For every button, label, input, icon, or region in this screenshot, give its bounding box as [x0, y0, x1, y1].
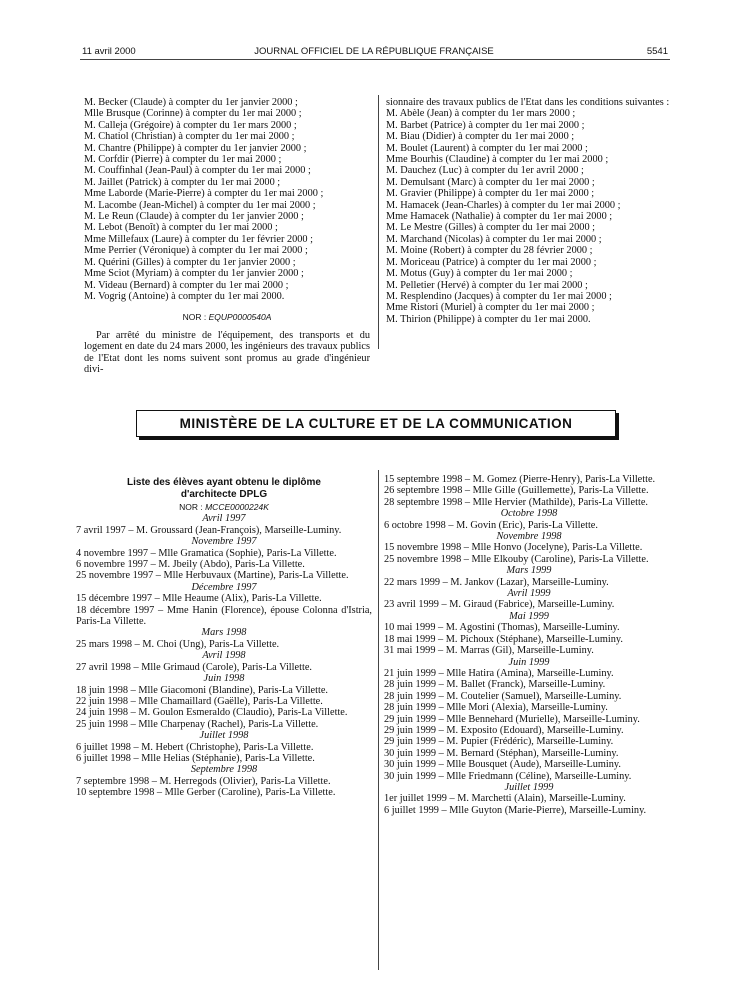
list-title-line2: d'architecte DPLG [180, 488, 268, 500]
promotion-item: M. Pelletier (Hervé) à compter du 1er mai 2000 ; [386, 279, 588, 291]
promotion-item: M. Lacombe (Jean-Michel) à compter du 1er mai 2000 ; [84, 199, 316, 211]
diploma-entry: 22 mars 1999 – M. Jankov (Lazar), Marseille-Luminy. [384, 576, 609, 588]
nor-label: NOR : [182, 312, 209, 323]
month-heading: Septembre 1998 [190, 764, 258, 776]
diploma-entry: 25 mars 1998 – M. Choi (Ung), Paris-La Villette. [76, 638, 280, 650]
column-divider-top [378, 95, 379, 349]
promotion-item: M. Calleja (Grégoire) à compter du 1er mars 2000 ; [84, 119, 297, 131]
month-heading: Novembre 1997 [191, 536, 257, 548]
month-heading: Mars 1998 [201, 627, 247, 639]
nor-line-culture [76, 502, 372, 513]
promotion-item: M. Chantre (Philippe) à compter du 1er janvier 2000 ; [84, 142, 307, 154]
diploma-list-right [384, 508, 674, 816]
promotion-item: Mme Ristori (Muriel) à compter du 1er mai 2000 ; [386, 302, 595, 314]
promotion-item: M. Vogrig (Antoine) à compter du 1er mai 2000. [84, 290, 285, 302]
ministry-title: MINISTÈRE DE LA CULTURE ET DE LA COMMUNICATION [179, 416, 573, 431]
promotion-list-b [386, 108, 672, 325]
promotion-item: M. Thirion (Philippe) à compter du 1er mai 2000. [386, 313, 591, 325]
diploma-entry: 30 juin 1999 – M. Bernard (Stéphan), Marseille-Luminy. [384, 747, 619, 759]
diploma-entry: 6 juillet 1998 – M. Hebert (Christophe), Paris-La Villette. [76, 741, 314, 753]
diploma-entry: 24 juin 1998 – M. Goulon Esmeraldo (Claudio), Paris-La Villette. [76, 707, 348, 719]
promotion-item: M. Le Mestre (Gilles) à compter du 1er mai 2000 ; [386, 222, 596, 234]
month-heading: Juin 1998 [203, 673, 245, 685]
promotion-item: M. Hamacek (Jean-Charles) à compter du 1er mai 2000 ; [386, 199, 621, 211]
diploma-list-continuation [384, 474, 674, 508]
promotion-item: Mme Bourhis (Claudine) à compter du 1er mai 2000 ; [386, 154, 609, 166]
bottom-left-column [76, 477, 372, 799]
diploma-entry: 29 juin 1999 – Mlle Bennehard (Murielle), Marseille-Luminy. [384, 713, 640, 725]
diploma-entry: 29 juin 1999 – M. Exposito (Edouard), Marseille-Luminy. [384, 724, 624, 736]
promotion-item: M. Jaillet (Patrick) à compter du 1er mai 2000 ; [84, 176, 281, 188]
diploma-entry: 18 décembre 1997 – Mme Hanin (Florence), épouse Colonna d'Istria, Paris-La Villette. [76, 604, 372, 628]
diploma-entry: 30 juin 1999 – Mlle Friedmann (Céline), Marseille-Luminy. [384, 770, 632, 782]
diploma-entry: 18 juin 1998 – Mlle Giacomoni (Blandine), Paris-La Villette. [76, 684, 328, 696]
diploma-entry: 27 avril 1998 – Mlle Grimaud (Carole), Paris-La Villette. [76, 661, 312, 673]
month-heading: Avril 1997 [202, 513, 246, 525]
month-heading: Avril 1999 [507, 588, 551, 600]
promotion-item: M. Moriceau (Patrice) à compter du 1er mai 2000 ; [386, 256, 597, 268]
diploma-entry: 28 juin 1999 – M. Coutelier (Samuel), Marseille-Luminy. [384, 690, 622, 702]
diploma-entry: 31 mai 1999 – M. Marras (Gil), Marseille-Luminy. [384, 645, 594, 657]
promotion-item: M. Corfdir (Pierre) à compter du 1er mai 2000 ; [84, 154, 282, 166]
month-heading: Juillet 1998 [199, 730, 249, 742]
diploma-entry: 10 septembre 1998 – Mlle Gerber (Caroline), Paris-La Villette. [76, 787, 336, 799]
promotion-item: M. Biau (Didier) à compter du 1er mai 2000 ; [386, 131, 575, 143]
diploma-entry: 28 septembre 1998 – Mlle Hervier (Mathilde), Paris-La Villette. [384, 496, 648, 508]
promotion-item: M. Abèle (Jean) à compter du 1er mars 2000 ; [386, 108, 576, 120]
diploma-entry: 6 juillet 1999 – Mlle Guyton (Marie-Pierre), Marseille-Luminy. [384, 804, 647, 816]
promotion-item: M. Moine (Robert) à compter du 28 février 2000 ; [386, 245, 593, 257]
month-heading: Décembre 1997 [191, 581, 257, 593]
promotion-item: M. Le Reun (Claude) à compter du 1er janvier 2000 ; [84, 211, 304, 223]
list-title-line1: Liste des élèves ayant obtenu le diplôme [127, 477, 321, 488]
diploma-entry: 10 mai 1999 – M. Agostini (Thomas), Marseille-Luminy. [384, 622, 620, 634]
diploma-entry: 28 juin 1999 – Mlle Mori (Alexia), Marseille-Luminy. [384, 702, 608, 714]
top-left-column [84, 97, 370, 375]
promotion-item: M. Dauchez (Luc) à compter du 1er avril 2000 ; [386, 165, 584, 177]
diploma-entry: 1er juillet 1999 – M. Marchetti (Alain), Marseille-Luminy. [384, 793, 626, 805]
nor-line-equipment [84, 312, 370, 323]
nor-code: EQUP0000540A [208, 312, 272, 323]
promotion-item: M. Chatiol (Christian) à compter du 1er mai 2000 ; [84, 131, 295, 143]
promotion-item: M. Barbet (Patrice) à compter du 1er mai 2000 ; [386, 119, 585, 131]
bottom-right-column [384, 474, 674, 816]
diploma-entry: 30 juin 1999 – Mlle Bousquet (Aude), Marseille-Luminy. [384, 759, 621, 771]
month-heading: Juin 1999 [508, 656, 550, 668]
promotion-item: Mme Laborde (Marie-Pierre) à compter du 1er mai 2000 ; [84, 188, 324, 200]
diploma-entry: 7 avril 1997 – M. Groussard (Jean-François), Marseille-Luminy. [76, 524, 342, 536]
promotion-item: M. Demulsant (Marc) à compter du 1er mai 2000 ; [386, 176, 595, 188]
month-heading: Mars 1999 [506, 565, 552, 577]
diploma-entry: 15 décembre 1997 – Mlle Heaume (Alix), Paris-La Villette. [76, 593, 322, 605]
promotion-item: M. Becker (Claude) à compter du 1er janvier 2000 ; [84, 97, 298, 108]
diploma-entry: 25 novembre 1998 – Mlle Elkouby (Caroline), Paris-La Villette. [384, 553, 649, 565]
diploma-entry: 4 novembre 1997 – Mlle Gramatica (Sophie), Paris-La Villette. [76, 547, 337, 559]
promotion-item: Mme Sciot (Myriam) à compter du 1er janvier 2000 ; [84, 268, 304, 280]
month-heading: Juillet 1999 [504, 781, 554, 793]
promotion-item: M. Resplendino (Jacques) à compter du 1er mai 2000 ; [386, 290, 612, 302]
diploma-entry: 28 juin 1999 – M. Ballet (Franck), Marseille-Luminy. [384, 679, 606, 691]
header-rule [80, 59, 670, 60]
promotion-list-a [84, 97, 370, 302]
diploma-list-left [76, 513, 372, 798]
diploma-entry: 23 avril 1999 – M. Giraud (Fabrice), Marseille-Luminy. [384, 599, 615, 611]
promotion-item: Mme Perrier (Véronique) à compter du 1er mai 2000 ; [84, 245, 308, 257]
diploma-entry: 18 mai 1999 – M. Pichoux (Stéphane), Marseille-Luminy. [384, 633, 623, 645]
ministry-banner [136, 410, 616, 437]
promotion-item: M. Motus (Guy) à compter du 1er mai 2000 ; [386, 268, 573, 280]
month-heading: Avril 1998 [202, 650, 246, 662]
month-heading: Octobre 1998 [500, 508, 558, 520]
diploma-entry: 25 novembre 1997 – Mlle Herbuvaux (Martine), Paris-La Villette. [76, 570, 349, 582]
page-number: 5541 [646, 46, 668, 57]
month-heading: Mai 1999 [509, 610, 549, 622]
diploma-entry: 7 septembre 1998 – M. Herregods (Olivier), Paris-La Villette. [76, 775, 331, 787]
promotion-item: M. Gravier (Philippe) à compter du 1er mai 2000 ; [386, 188, 595, 200]
diploma-entry: 6 novembre 1997 – M. Jbeily (Abdo), Paris-La Villette. [76, 559, 305, 571]
promotion-item: M. Couffinhal (Jean-Paul) à compter du 1er mai 2000 ; [84, 165, 311, 177]
diploma-entry: 26 septembre 1998 – Mlle Gille (Guillemette), Paris-La Villette. [384, 485, 649, 497]
top-right-column [386, 97, 672, 325]
promotion-item: Mlle Brusque (Corinne) à compter du 1er mai 2000 ; [84, 108, 302, 120]
month-heading: Novembre 1998 [496, 531, 562, 543]
promotion-item: M. Videau (Bernard) à compter du 1er mai 2000 ; [84, 279, 289, 291]
promotion-item: M. Boulet (Laurent) à compter du 1er mai 2000 ; [386, 142, 588, 154]
diploma-entry: 21 juin 1999 – Mlle Hatira (Amina), Marseille-Luminy. [384, 667, 614, 679]
journal-title: JOURNAL OFFICIEL DE LA RÉPUBLIQUE FRANÇAISE [254, 46, 494, 57]
diploma-entry: 22 juin 1998 – Mlle Chamaillard (Gaëlle), Paris-La Villette. [76, 695, 323, 707]
diploma-entry: 25 juin 1998 – Mlle Charpenay (Rachel), Paris-La Villette. [76, 718, 319, 730]
diploma-entry: 6 juillet 1998 – Mlle Helias (Stéphanie), Paris-La Villette. [76, 752, 315, 764]
diploma-entry: 15 septembre 1998 – M. Gomez (Pierre-Henry), Paris-La Villette. [384, 474, 656, 485]
diploma-entry: 29 juin 1999 – M. Pupier (Frédéric), Marseille-Luminy. [384, 736, 614, 748]
promotion-item: Mme Millefaux (Laure) à compter du 1er février 2000 ; [84, 233, 314, 245]
promotion-item: M. Lebot (Benoît) à compter du 1er mai 2000 ; [84, 222, 278, 234]
promotion-item: Mme Hamacek (Nathalie) à compter du 1er mai 2000 ; [386, 211, 613, 223]
promotion-item: M. Quérini (Gilles) à compter du 1er janvier 2000 ; [84, 256, 296, 268]
list-title [76, 477, 372, 500]
decree-continuation: sionnaire des travaux publics de l'Etat dans les conditions suivantes : [386, 97, 670, 108]
column-divider-bottom [378, 470, 379, 970]
diploma-entry: 15 novembre 1998 – Mlle Honvo (Jocelyne), Paris-La Villette. [384, 542, 643, 554]
nor-label: NOR : [179, 502, 206, 512]
nor-code: MCCE0000224K [205, 502, 269, 512]
promotion-item: M. Marchand (Nicolas) à compter du 1er mai 2000 ; [386, 233, 602, 245]
diploma-entry: 6 octobre 1998 – M. Govin (Eric), Paris-La Villette. [384, 519, 598, 531]
decree-paragraph: Par arrêté du ministre de l'équipement, des transports et du logement en date du 24 mars 2000, les ingénieurs des travaux publics de l'Etat dont les noms suivent sont promus au grade d'ingénieur divi- [84, 329, 370, 375]
issue-date: 11 avril 2000 [82, 46, 136, 57]
